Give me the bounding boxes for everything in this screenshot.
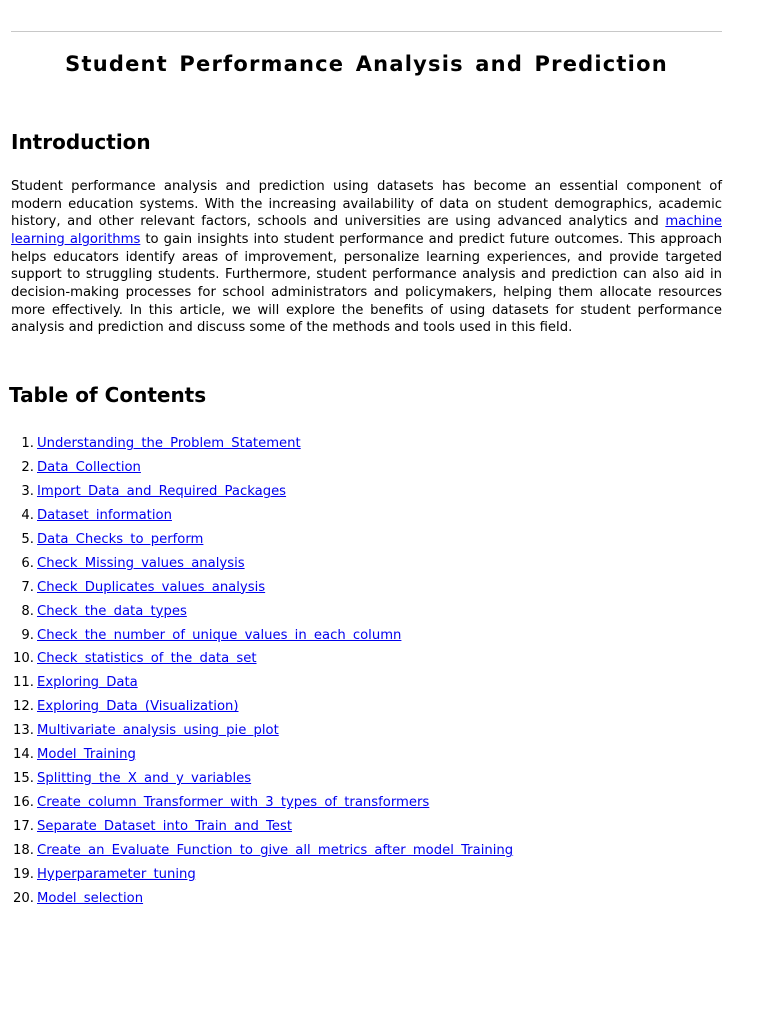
toc-number: 13. <box>13 723 34 739</box>
toc-number: 15. <box>13 771 34 787</box>
toc-number: 20. <box>13 890 34 906</box>
toc-link-duplicate-values[interactable]: Check Duplicates values analysis <box>37 579 266 595</box>
table-of-contents <box>0 432 740 911</box>
toc-item <box>0 480 740 504</box>
toc-number: 12. <box>13 699 34 715</box>
toc-link-evaluate-function[interactable]: Create an Evaluate Function to give all metrics after model Training <box>37 842 514 858</box>
toc-item <box>0 671 740 695</box>
toc-link-column-transformer[interactable]: Create column Transformer with 3 types of transformers <box>37 795 430 811</box>
toc-item <box>0 504 740 528</box>
toc-item <box>0 695 740 719</box>
toc-link-model-training[interactable]: Model Training <box>37 747 136 763</box>
top-divider <box>11 31 722 32</box>
toc-link-visualization[interactable]: Exploring Data (Visualization) <box>37 699 239 715</box>
introduction-heading: Introduction <box>11 130 151 154</box>
toc-link-model-selection[interactable]: Model selection <box>37 890 144 906</box>
toc-link-missing-values[interactable]: Check Missing values analysis <box>37 555 245 571</box>
toc-link-statistics[interactable]: Check statistics of the data set <box>37 651 257 667</box>
toc-number: 10. <box>13 651 34 667</box>
toc-link-dataset-information[interactable]: Dataset information <box>37 507 172 523</box>
toc-number: 4. <box>21 507 34 523</box>
intro-text-start: Student performance analysis and prediction using datasets has become an essential component of modern education systems. With the increasing availability of data on student demographics, academic history, and other relevant factors, schools and universities are using advanced analytics and <box>11 179 722 230</box>
toc-number: 19. <box>13 866 34 882</box>
toc-number: 9. <box>21 627 34 643</box>
toc-number: 8. <box>21 603 34 619</box>
toc-item <box>0 839 740 863</box>
toc-link-splitting-variables[interactable]: Splitting the X and y variables <box>37 771 252 787</box>
toc-item <box>0 528 740 552</box>
toc-link-pie-plot[interactable]: Multivariate analysis using pie plot <box>37 723 279 739</box>
toc-number: 2. <box>21 459 34 475</box>
toc-item <box>0 576 740 600</box>
toc-number: 3. <box>21 483 34 499</box>
toc-item <box>0 719 740 743</box>
toc-heading: Table of Contents <box>9 383 207 407</box>
toc-number: 11. <box>13 675 34 691</box>
toc-link-problem-statement[interactable]: Understanding the Problem Statement <box>37 436 301 451</box>
introduction-paragraph <box>11 178 722 337</box>
toc-number: 6. <box>21 555 34 571</box>
toc-number: 16. <box>13 795 34 811</box>
toc-item <box>0 791 740 815</box>
toc-link-hyperparameter-tuning[interactable]: Hyperparameter tuning <box>37 866 196 882</box>
toc-link-exploring-data[interactable]: Exploring Data <box>37 675 138 691</box>
toc-item <box>0 432 740 456</box>
toc-item <box>0 743 740 767</box>
learning-algorithms-link[interactable]: learning algorithms <box>11 231 141 247</box>
toc-link-data-checks[interactable]: Data Checks to perform <box>37 531 204 547</box>
toc-number: 7. <box>21 579 34 595</box>
toc-link-train-test-split[interactable]: Separate Dataset into Train and Test <box>37 819 293 834</box>
toc-item <box>0 815 740 839</box>
toc-item <box>0 767 740 791</box>
toc-link-data-collection[interactable]: Data Collection <box>37 459 141 475</box>
toc-link-unique-values[interactable]: Check the number of unique values in each column <box>37 627 402 643</box>
toc-item <box>0 887 740 911</box>
toc-item <box>0 863 740 887</box>
toc-item <box>0 624 740 648</box>
toc-item <box>0 552 740 576</box>
toc-number: 5. <box>21 531 34 547</box>
toc-item <box>0 600 740 624</box>
toc-number: 17. <box>13 819 34 834</box>
document-title: Student Performance Analysis and Prediction <box>65 52 668 76</box>
toc-item <box>0 456 740 480</box>
intro-text-end: to gain insights into student performance and predict future outcomes. This approach helps educators identify areas of improvement, personalize learning experiences, and provide targeted support to struggling students. Furthermore, student performance analysis and prediction can also aid in decision-making processes for school administrators and policymakers, helping them allocate resources more effectively. In this article, we will explore the benefits of using datasets for student performance analysis and prediction and discuss some of the methods and tools used in this field. <box>11 231 722 336</box>
toc-link-import-data[interactable]: Import Data and Required Packages <box>37 483 287 499</box>
toc-link-data-types[interactable]: Check the data types <box>37 603 187 619</box>
toc-number: 18. <box>13 842 34 858</box>
machine-link[interactable]: machine <box>665 214 722 230</box>
toc-item <box>0 647 740 671</box>
toc-number: 1. <box>21 436 34 451</box>
toc-number: 14. <box>13 747 34 763</box>
